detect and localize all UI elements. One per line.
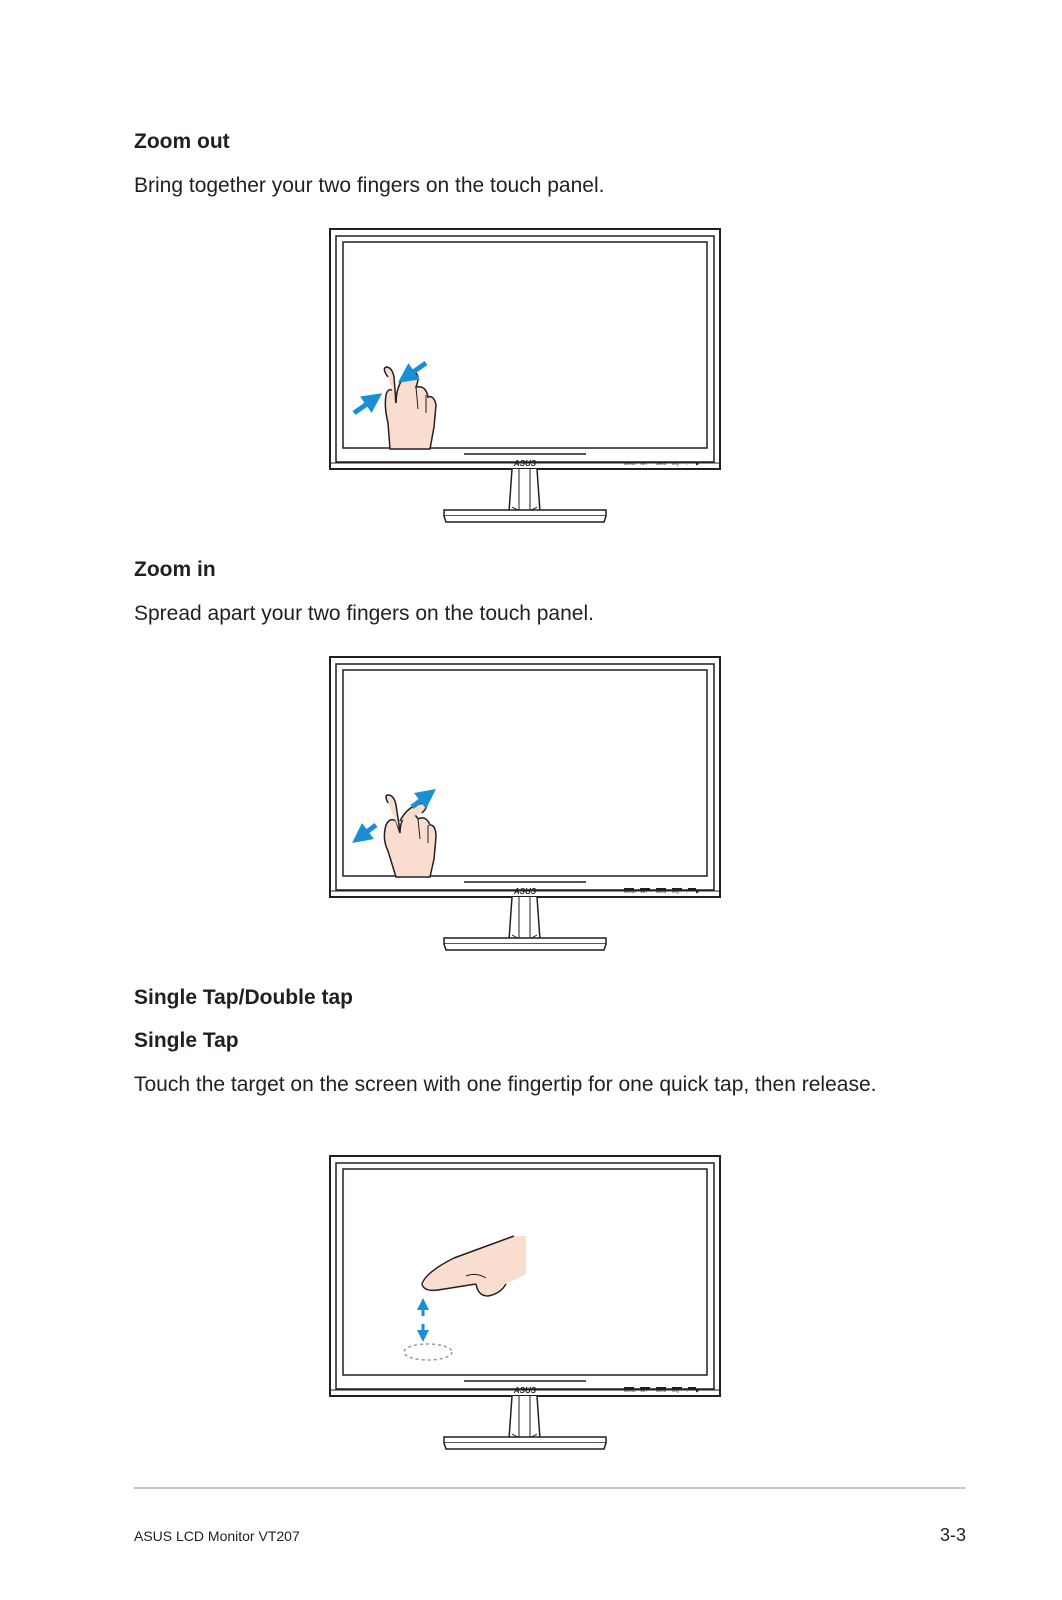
svg-text:Menu: Menu: [656, 461, 667, 466]
svg-text:MENU: MENU: [624, 889, 636, 894]
zoom-out-heading: Zoom out: [134, 130, 230, 153]
zoom-in-text: Spread apart your two fingers on the touch panel.: [134, 602, 594, 625]
svg-text:○: ○: [686, 1388, 689, 1393]
footer-title: ASUS LCD Monitor VT207: [134, 1528, 300, 1544]
zoom-out-text: Bring together your two fingers on the touch panel.: [134, 174, 605, 197]
svg-text:SET: SET: [640, 461, 648, 466]
svg-text:ASUS: ASUS: [513, 1386, 537, 1395]
zoom-in-figure: [326, 655, 724, 955]
svg-text:ASUS: ASUS: [513, 887, 537, 896]
footer-divider: [134, 1487, 966, 1489]
svg-text:SET: SET: [640, 1388, 648, 1393]
svg-text:○: ○: [686, 889, 689, 894]
single-tap-text: Touch the target on the screen with one fingertip for one quick tap, then release.: [134, 1073, 877, 1096]
svg-text:MENU: MENU: [624, 1388, 636, 1393]
monitor-logo: [513, 887, 537, 896]
svg-text:MENU: MENU: [624, 461, 636, 466]
monitor-icon: [326, 655, 724, 955]
svg-text:▶: ▶: [696, 1388, 700, 1393]
single-tap-heading: Single Tap: [134, 1029, 239, 1052]
svg-text:Menu: Menu: [656, 889, 667, 894]
monitor-logo: [513, 1386, 537, 1395]
svg-text:Menu: Menu: [656, 1388, 667, 1393]
svg-text:○: ○: [686, 461, 689, 466]
monitor-icon: [326, 227, 724, 527]
zoom-in-heading: Zoom in: [134, 558, 216, 581]
svg-text:Img: Img: [672, 1388, 679, 1393]
tap-heading: Single Tap/Double tap: [134, 986, 353, 1009]
monitor-logo: [513, 459, 537, 468]
svg-text:Img: Img: [672, 461, 679, 466]
svg-text:Img: Img: [672, 889, 679, 894]
svg-text:SET: SET: [640, 889, 648, 894]
zoom-out-figure: [326, 227, 724, 527]
page-number: 3-3: [939, 1525, 966, 1545]
monitor-icon: [326, 1154, 724, 1454]
svg-text:▶: ▶: [696, 889, 700, 894]
svg-text:ASUS: ASUS: [513, 459, 537, 468]
single-tap-figure: [326, 1154, 724, 1454]
svg-text:▶: ▶: [696, 461, 700, 466]
